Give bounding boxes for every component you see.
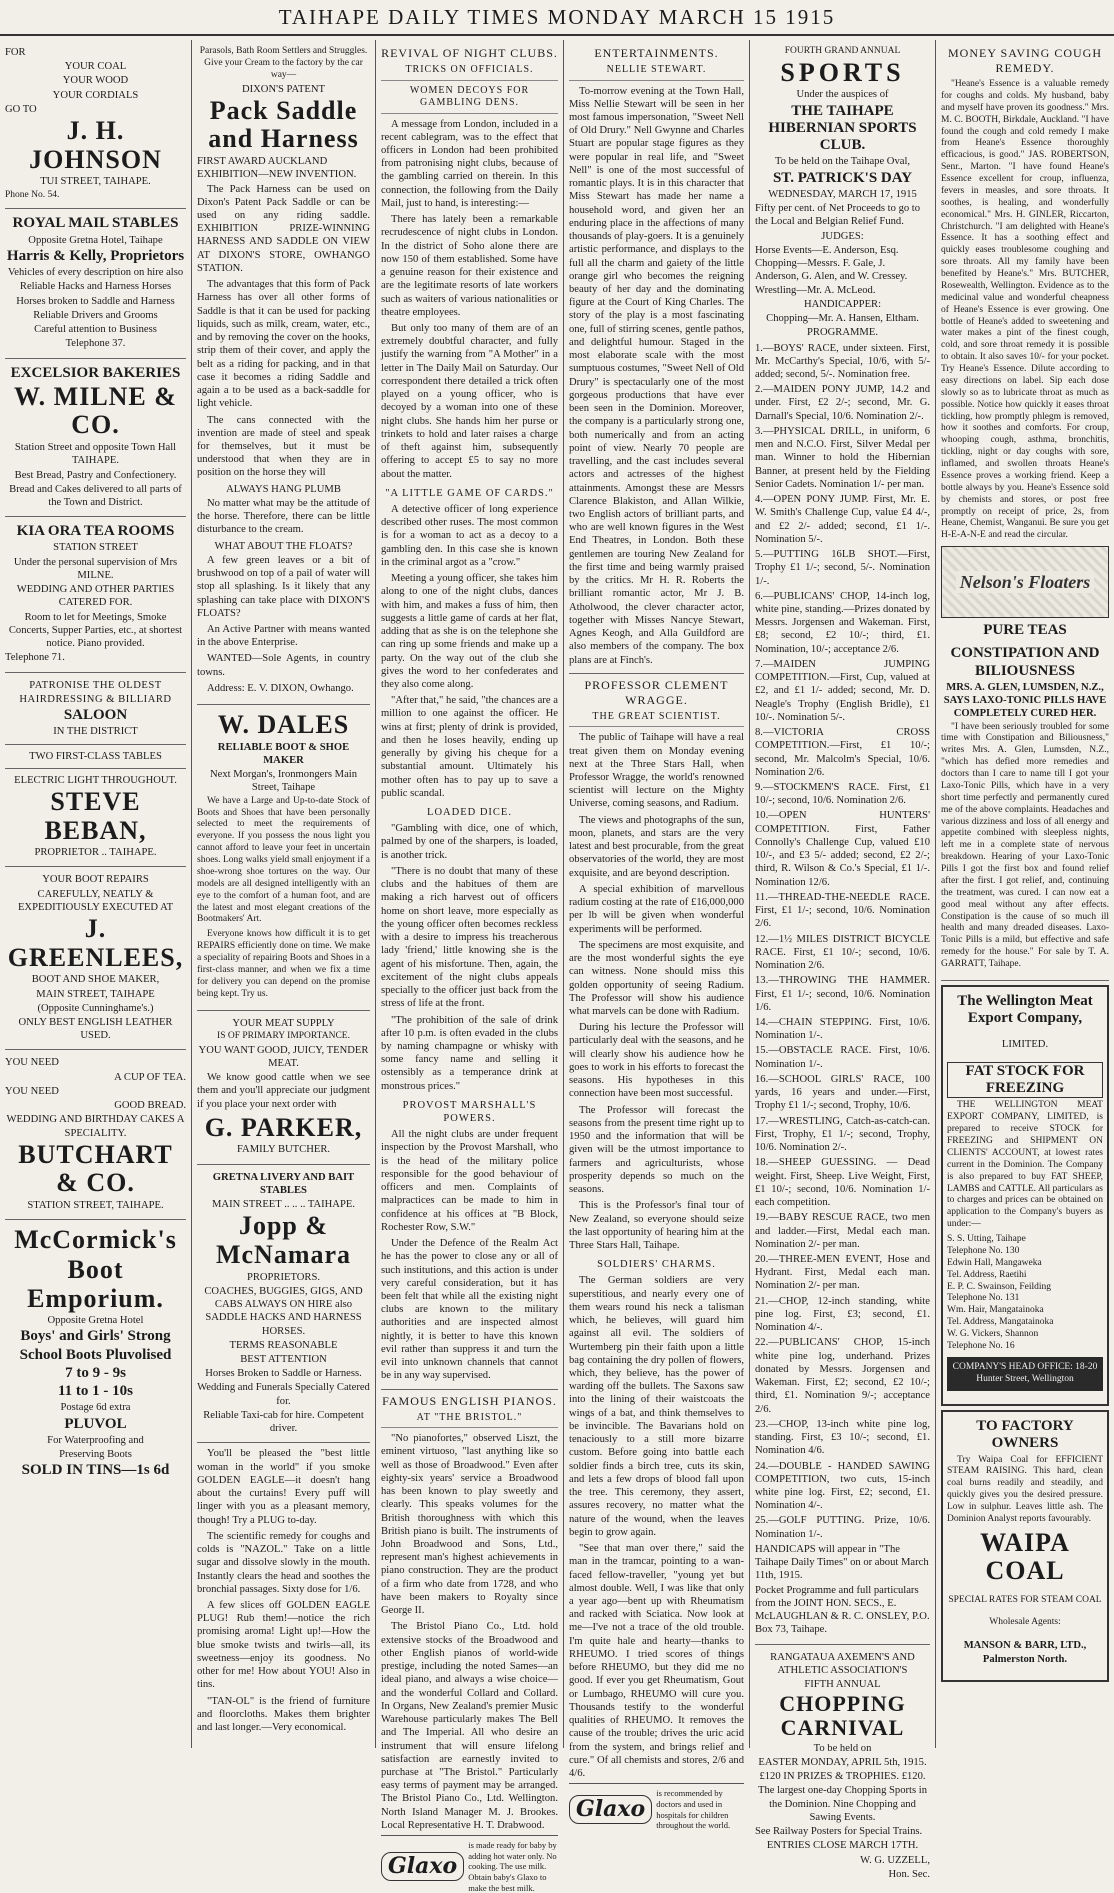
kiaora-title: KIA ORA TEA ROOMS: [16, 523, 175, 540]
dixon-para: The advantages that this form of Pack Harness has over all other forms of Saddle is that it can be used for packing liquids, such as milk, cream, water, etc., and by removing the cover on the hooks, strip them of their cover, and apply the belt as a riding for packing, and in that case it becomes a riding Saddle and again a to be used as a back-saddle for light vehicle.: [197, 279, 370, 410]
mccormick-ad: [5, 1220, 186, 1486]
dixon-para: The cans connected with the invention are made of steel and speak for themselves, but it must be understood that when they are in position on the horse they will: [197, 414, 370, 479]
column-5: [750, 40, 936, 1880]
sports-proceeds: Fifty per cent. of Net Proceeds to go to the Local and Belgian Relief Fund.: [755, 203, 921, 228]
carnival-ad: [755, 1645, 930, 1888]
programme-event: 9.—STOCKMEN'S RACE. First, £1 10/-; second, 10/6. Nomination 2/6.: [755, 782, 930, 807]
mccormick-line: 11 to 1 - 10s: [58, 1383, 133, 1400]
carnival-entries: ENTRIES CLOSE MARCH 17TH.: [766, 1840, 919, 1852]
greenlees-line: MAIN STREET, TAIHAPE: [36, 988, 155, 1000]
johnson-phone: Phone No. 54.: [5, 189, 60, 200]
programme-event: 13.—THROWING THE HAMMER. First, £1 1/-; second, 10/6. Nomination 1/6.: [755, 975, 930, 1013]
dales-sub: RELIABLE BOOT & SHOE MAKER: [217, 741, 350, 767]
programme-event: 12.—1½ MILES DISTRICT BICYCLE RACE. First, £1 10/-; second, 10/6. Nomination 2/6.: [755, 933, 930, 972]
programme-event: 22.—PUBLICANS' CHOP, 15-inch white pine log, underhand. Prizes donated by Messrs. Jorgensen and Wakeman. First, £2; second, £2 10/-; third, £1. Nomination 9/-; acceptance 2/6.: [755, 1337, 930, 1415]
glaxo-ad: [381, 1835, 558, 1893]
article-para: The public of Taihape will have a real treat given them on Monday evening next at the Three Stars Hall, when Professor Wragge, the world's renowned scientist will lecture on the Mighty Universe, coming seasons, and Radium.: [569, 732, 744, 810]
pianos-sub: AT "THE BRISTOL.": [381, 1412, 558, 1429]
factory-title: TO FACTORY OWNERS: [976, 1418, 1074, 1452]
dice-subhead: LOADED DICE.: [427, 807, 512, 819]
saloon-title: SALOON: [63, 707, 128, 724]
jopp-line: TERMS REASONABLE: [229, 1339, 338, 1351]
greenlees-line: YOUR BOOT REPAIRS: [42, 874, 149, 886]
programme-event: 14.—CHAIN STEPPING. First, 10/6. Nomination 1/-.: [755, 1017, 930, 1042]
entertainments-headline: ENTERTAINMENTS.: [594, 46, 719, 60]
johnson-ad: [5, 40, 186, 209]
dixon-para: An Active Partner with means wanted in the above Enterprise.: [197, 624, 370, 649]
glaxo-text: is recommended by doctors and used in hospitals for children throughout the world.: [656, 1788, 731, 1831]
johnson-line: TUI STREET, TAIHAPE.: [40, 176, 151, 188]
butchart-name: BUTCHART & CO.: [18, 1139, 173, 1198]
greenlees-line: BOOT AND SHOE MAKER,: [31, 974, 160, 986]
mccormick-line: For Waterproofing and: [47, 1434, 144, 1446]
mccormick-line: Opposite Gretna Hotel: [47, 1315, 144, 1327]
jopp-name: Jopp & McNamara: [215, 1211, 352, 1269]
bakeries-name: W. MILNE & CO.: [14, 381, 177, 440]
pianos-headline: FAMOUS ENGLISH PIANOS.: [381, 1389, 558, 1409]
buyer-line: S. S. Utting, Taihape: [947, 1234, 1026, 1244]
wellington-para: THE WELLINGTON MEAT EXPORT COMPANY, LIMITED, is prepared to receive STOCK for FREEZING and SHIPMENT ON CLIENTS' ACCOUNT, at lowest rates current in the Dominion. The Company is also prepared to buy FAT SHEEP, LAMBS and CATTLE. All particulars as to charges and prices can be obtained on application to the Company's buyers as under:—: [947, 1100, 1103, 1230]
programme-event: 4.—OPEN PONY JUMP. First, Mr. E. W. Smith's Challenge Cup, value £4 4/-, and £2 2/- added; second, £1 1/-. Nomination 5/-.: [755, 494, 930, 545]
dixon-para: A few green leaves or a bit of brushwood on top of a pail of water will stop all splashing. Is it likely that any splashing can take place with DIXON'S FLOATS?: [197, 554, 370, 619]
royal-mail-stables-ad: [5, 209, 186, 358]
dales-title: W. DALES: [217, 710, 350, 740]
butchart-line: GOOD BREAD.: [114, 1100, 186, 1112]
pocket-note: Pocket Programme and full particulars from the JOINT HON. SECS., E. McLAUGHLAN & R. C. ONSLEY, P.O. Box 73, Taihape.: [755, 1584, 930, 1636]
buyer-line: Telephone No. 16: [947, 1340, 1015, 1351]
jopp-sub: PROPRIETORS.: [246, 1271, 321, 1283]
programme-event: 8.—VICTORIA CROSS COMPETITION.—First, £1 10/-; second, Mr. Malcolm's Special, 10/6. Nomination 2/6.: [755, 727, 930, 778]
nazol-para: The scientific remedy for coughs and colds is "NAZOL." Take on a little sugar and dissolve slowly in the mouth. Instantly clears the head and soothes the bronchial passages. Sixty dose for 1/6.: [197, 1530, 370, 1595]
article-para: The Professor will forecast the seasons from the present time right up to 1950 and the information that will be given will be the utmost importance to farmers and agriculturists, whose prosperity depends so much on the seasons.: [569, 1104, 744, 1196]
kiaora-line: STATION STREET: [53, 542, 138, 554]
bakeries-line: Best Bread, Pastry and Confectionery.: [14, 469, 177, 481]
bakeries-line: Bread and Cakes delivered to all parts of the Town and District.: [9, 483, 182, 508]
dixon-title: Pack Saddle and Harness: [208, 95, 359, 154]
dixon-address: Address: E. V. DIXON, Owhango.: [207, 682, 354, 694]
kiaora-phone: Telephone 71.: [5, 652, 65, 664]
sports-ad: [755, 40, 930, 1645]
programme-event: 5.—PUTTING 16LB SHOT.—First, Trophy £1 1/-; second, 5/-. Nomination 1/-.: [755, 549, 930, 587]
mccormick-line: 7 to 9 - 9s: [65, 1364, 126, 1381]
programme-event: 7.—MAIDEN JUMPING COMPETITION.—First, Cup, valued at £2, and £1 1/- added; second, Mr. D. Neagle's Trophy (English Bridle), £1 10/-. Nomination 5/-.: [755, 658, 930, 723]
article-para: The specimens are most exquisite, and are the most wonderful sights the eye can witness. None should miss this golden opportunity of seeing Radium. The Professor will show his audience what marvels can be done with Radium.: [569, 939, 744, 1017]
heane-para: "Heane's Essence is a valuable remedy for coughs and colds. My husband, baby and myself have proven its goodness." Mrs. M. C. BOOTH, Birkdale, Auckland. "I have found the cough and cold remedy I make from Heane's Essence thoroughly efficacious, is good." JAS. ROBERTSON, Senr., Marton. "I have found Heane's Essence excellent for croup, influenza, fevers in measles, and sore throats. It soothes, is healing, and wonderfully economical." Mrs. H. GINLER, Riccarton, Christchurch. "I am delighted with Heane's Essence. It has a soothing effect and quickly eases troublesome coughing and sore throats. All my family have been benefited by Heane's." Mrs. BUTCHER, Rosewealth, Wellington. Evidence as to the medicinal value and wonderful cheapness of Heane's Essence is ever growing. One bottle of Heane's added to sweetening and water makes a pint of the finest cough, cold, and sore throat remedy it is possible to obtain. It also saves 10/- for your pocket. Try Heane's Essence. Dilute according to easy directions on label. Sip each dose slowly so as to lubricate throat as much as possible. Notice how quickly it eases throat tickling, how promptly phlegm is removed, how it soothes and comforts. For croup, whooping cough, asthma, bronchitis, tickling, night or day coughs with sore, inflamed, and swollen throats Heane's Essence proves a working friend. Keep a bottle always by you. Heane's Essence sold by chemists and stores, or post free promptly on receipt of price, 2s, from Heane, Chemist, Wanganui. Be sure you get H-E-A-N-E and read the circular.: [941, 79, 1109, 541]
kiaora-line: Room to let for Meetings, Smoke Concerts, Supper Parties, etc., at shortest notice. Piano provided.: [8, 611, 183, 650]
glaxo-logo: Glaxo: [381, 1852, 464, 1882]
meat-sub: IS OF PRIMARY IMPORTANCE.: [217, 1030, 350, 1041]
parker-sub: FAMILY BUTCHER.: [236, 1144, 331, 1156]
johnson-line: GO TO: [5, 103, 37, 115]
johnson-line: YOUR WOOD: [62, 75, 129, 87]
sports-held: To be held on the Taihape Oval,: [774, 156, 911, 168]
programme-event: 11.—THREAD-THE-NEEDLE RACE. First, £1 1/-; second, 10/6. Nomination 2/6.: [755, 891, 930, 930]
saloon-ad: [5, 673, 186, 868]
glaxo-ad: [569, 1783, 744, 1831]
gretna-ad: [197, 1165, 370, 1444]
buyer-line: Tel. Address, Mangatainoka: [947, 1317, 1054, 1328]
manson-barr: MANSON & BARR, LTD., Palmerston North.: [963, 1640, 1087, 1665]
sports-date: WEDNESDAY, MARCH 17, 1915: [768, 188, 917, 200]
sports-club: THE TAIHAPE HIBERNIAN SPORTS CLUB.: [768, 102, 917, 154]
mccormick-line: Boys' and Girls' Strong: [20, 1328, 171, 1345]
buyer-line: Edwin Hall, Mangaweka: [947, 1257, 1042, 1268]
buyer-line: Tel. Address, Raetihi: [947, 1269, 1027, 1280]
article-para: Under the Defence of the Realm Act he has the power to close any or all of such institutions, and this action is under very careful consideration, but it has been felt that while all the existing night clubs are known to the military authorities and are inspected almost nightly, it is better to have this known evil rather than suppress it and turn the evil into unknown channels that cannot be in any way supervised.: [381, 1238, 558, 1382]
programme-list: [755, 342, 930, 1541]
greenlees-line: CAREFULLY, NEATLY & EXPEDITIOUSLY EXECUTED AT: [17, 888, 174, 913]
programme-heading: PROGRAMME.: [807, 327, 878, 339]
axemen-heading: RANGATAUA AXEMEN'S AND ATHLETIC ASSOCIATION'S: [770, 1651, 915, 1676]
dales-ad: [197, 705, 370, 1010]
stables-line: Vehicles of every description on hire also: [7, 267, 184, 279]
stables-line: Reliable Hacks and Harness Horses: [19, 281, 172, 293]
stables-title: ROYAL MAIL STABLES: [12, 215, 179, 232]
charms-headline: SOLDIERS' CHARMS.: [597, 1259, 716, 1271]
article-para: The German soldiers are very superstitious, and nearly every one of them wears round his neck a talisman which, he believes, will guard him against all evil. The soldiers of Wurtemberg pin their faith upon a little bag containing the dry pollen of flowers, which, they believe, has the power of warding off the bullets. The Saxons saw into the lining of their waistcoats the wings of a bat, and think themselves to be invincible. The Bavarians hold on tenaciously to a still more bizarre custom. Before going into battle each soldier finds a birch tree, cuts its skin, and lets a few drops of blood fall upon the tree. This ceremony, they assert, assures recovery, no matter what the nature of the wound, when the leaves begin to grow again.: [569, 1275, 744, 1538]
sports-patrick: ST. PATRICK'S DAY: [772, 169, 913, 186]
stewart-sub: NELLIE STEWART.: [569, 64, 744, 81]
night-clubs-sub: TRICKS ON OFFICIALS.: [381, 64, 558, 81]
sports-top: FOURTH GRAND ANNUAL: [784, 46, 901, 56]
saloon-line: IN THE DISTRICT: [53, 726, 138, 738]
saloon-line: TWO FIRST-CLASS TABLES: [29, 750, 162, 762]
column-6: [936, 40, 1114, 1748]
stables-line: Careful attention to Business: [34, 324, 157, 336]
article-para: "After that," he said, "the chances are a million to one against the officer. He wins at first; plenty of drink is provided, and then he loses heavily, ending up generally by giving his cheque for a substantial amount. Ultimately his mother often has to pay up to save a public scandal.: [381, 695, 558, 799]
buyer-line: Wm. Hair, Mangatainoka: [947, 1305, 1044, 1316]
waipa-title: WAIPA COAL: [980, 1527, 1070, 1586]
programme-event: 17.—WRESTLING, Catch-as-catch-can. First, Trophy, £1 1/-; second, Trophy, 10/6. Nomination 2/-.: [755, 1115, 930, 1154]
stables-line: Horses broken to Saddle and Harness: [16, 295, 175, 307]
meat-para: We know good cattle when we see them and you'll appreciate our judgment if you place your next order with: [197, 1072, 370, 1110]
article-para: The Bristol Piano Co., Ltd. hold extensive stocks of the Broadwood and other English pianos of world-wide prestige, including the noted Sames—an ideal piano, and always a wise choice—and the wonderful Collard and Collard. In Organs, New Zealand's premier Music Warehouse particularly makes The Bell and The Imperial. All who desire an instrument that will ensure lifelong satisfaction are earnestly invited to purchase at "The Bristol." Particularly easy terms of payment may be arranged. The Bristol Piano Co., Ltd. Wellington. North Island Manager M. J. Brookes. Local Representative H. T. Drabwood.: [381, 1621, 558, 1831]
tea-logo: Nelson's Floaters: [956, 571, 1095, 594]
article-para: "There is no doubt that many of these clubs and the habitues of them are making a rich harvest out of officers home on short leave, more especially as the young officer often becomes reckless with a desire to impress his treacherous lady 'friend,' little knowing she is the agent of his misfortune. Then, again, the excitement of the night clubs appeals specially to the officer just back from the stress of life at the front.: [381, 865, 558, 1010]
wragge-headline: PROFESSOR CLEMENT WRAGGE.: [569, 673, 744, 708]
kia-ora-ad: [5, 517, 186, 672]
programme-event: 21.—CHOP, 12-inch standing, white pine log. First, £3; second, £1. Nomination 4/-.: [755, 1295, 930, 1334]
dixon-floats: WHAT ABOUT THE FLOATS?: [214, 540, 353, 552]
butchart-line: YOU NEED: [5, 1057, 59, 1069]
handicapper-text: Chopping—Mr. A. Hansen, Eltham.: [766, 313, 919, 325]
mccormick-name: McCormick's: [14, 1225, 177, 1255]
dixon-label: DIXON'S PATENT: [241, 83, 326, 95]
article-para: "No pianofortes," observed Liszt, the eminent virtuoso, "last anything like so well as those of Broadwood." Even after eighty-six years' service a Broadwood has been known to play sweetly and clearly. This speaks volumes for the British thoroughness with which this British piano is built. The instruments of John Broadwood and Sons, Ltd., represent man's highest achievements in piano construction. They are the product of a firm who date from 1728, and who have been makers to Royalty since George II.: [381, 1433, 558, 1617]
carnival-easter: EASTER MONDAY, APRIL 5th, 1915.: [758, 1756, 927, 1768]
handicapper-heading: HANDICAPPER:: [803, 298, 882, 310]
tan-ol-para: "TAN-OL" is the friend of furniture and floorcloths. Makes them brighter and last longer.—Very economical.: [197, 1695, 370, 1734]
mccormick-line: Postage 6d extra: [60, 1402, 131, 1414]
jopp-line: Reliable Taxi-cab for hire. Competent driver.: [203, 1409, 364, 1435]
programme-event: 19.—BABY RESCUE RACE, two men and ladder.—First, Medal each man. Nomination 2/- per man.: [755, 1212, 930, 1250]
meat-title: YOUR MEAT SUPPLY: [232, 1017, 335, 1029]
column-3: [376, 40, 564, 1893]
greenlees-line: (Opposite Cunninghame's.): [37, 1002, 154, 1014]
carnival-sec2: Hon. Sec.: [888, 1868, 930, 1880]
article-para: But only too many of them are of an extremely doubtful character, and fully justify the warning from "A Mother" in a letter in The Daily Mail on Saturday. Our correspondent there detailed a trick often played on a young officer, who is decoyed by a woman into one of these night clubs. She hands him her purse or trinkets to hold and later raises a charge of theft against him, subsequently offering to accept £5 to say no more about the matter.: [381, 323, 558, 480]
jopp-line: Horses Broken to Saddle or Harness.: [205, 1368, 362, 1380]
greenlees-name: J. GREENLEES,: [7, 914, 184, 972]
handicaps-note: HANDICAPS will appear in "The Taihape Daily Times" on or about March 11th, 1915.: [755, 1543, 929, 1582]
carnival-prizes: £120 IN PRIZES & TROPHIES. £120.: [759, 1771, 926, 1783]
programme-event: 20.—THREE-MEN EVENT, Hose and Hydrant. First, Medal each man. Nomination 2/- per man.: [755, 1253, 930, 1292]
dixon-para: WANTED—Sole Agents, in country towns.: [197, 653, 370, 678]
greenlees-ad: [5, 867, 186, 1050]
kiaora-line: WEDDING AND OTHER PARTIES CATERED FOR.: [16, 584, 175, 609]
wellington-meat-ad: [941, 985, 1109, 1406]
column-1: [0, 40, 192, 1748]
saloon-line: PROPRIETOR .. TAIHAPE.: [34, 847, 157, 859]
gretna-title: GRETNA LIVERY AND BAIT STABLES: [212, 1171, 355, 1196]
factory-para: Try Waipa Coal for EFFICIENT STEAM RAISING. This hard, clean coal burns readily and steadily, and quickly gives you the desired pressure. Low in sulphur. Leaves little ash. The Dominion Analyst reports favourably.: [947, 1454, 1103, 1524]
column-2: [192, 40, 376, 1748]
buyer-line: E. P. C. Swainson, Feilding: [947, 1281, 1051, 1292]
dixon-para: No matter what may be the attitude of the horse. Therefore, there can be little disturbance to the cream.: [197, 497, 370, 536]
saloon-line: ELECTRIC LIGHT THROUGHOUT.: [14, 774, 177, 786]
constipation-title: CONSTIPATION AND BILIOUSNESS: [950, 645, 1100, 679]
constipation-ad: [941, 639, 1109, 981]
stables-line: Opposite Gretna Hotel, Taihape: [28, 234, 163, 246]
meat-ad: [197, 1011, 370, 1165]
buyer-line: Telephone No. 130: [947, 1245, 1020, 1256]
greenlees-line: ONLY BEST ENGLISH LEATHER USED.: [18, 1017, 173, 1042]
wragge-sub: THE GREAT SCIENTIST.: [569, 711, 744, 728]
dixon-ad: [197, 40, 370, 705]
buyer-line: Telephone No. 131: [947, 1293, 1020, 1304]
dixon-para: The Pack Harness can be used on Dixon's Patent Pack Saddle or can be used on any riding saddle. EXHIBITION PRIZE-WINNING HARNESS AND SADDLE ON VIEW AT DIXON'S STORE, OWHANGO STATION.: [197, 183, 370, 274]
parker-name: G. PARKER,: [204, 1112, 363, 1142]
gretna-main: MAIN STREET .. .. .. TAIHAPE.: [212, 1199, 355, 1211]
stables-proprietors: Harris & Kelly, Proprietors: [6, 247, 185, 264]
head-office: COMPANY'S HEAD OFFICE: 18-20 Hunter Street, Wellington: [947, 1357, 1103, 1391]
pluvol-title: PLUVOL: [64, 1415, 127, 1432]
programme-event: 25.—GOLF PUTTING. Prize, 10/6. Nomination 1/-.: [755, 1515, 930, 1540]
butchart-line: STATION STREET, TAIHAPE.: [27, 1200, 164, 1212]
glaxo-text: is made ready for baby by adding hot water only. No cooking. The use milk. Obtain baby's Glaxo to make the best milk.: [468, 1840, 557, 1893]
dixon-award: FIRST AWARD AUCKLAND EXHIBITION—NEW INVENTION.: [197, 156, 357, 181]
sports-under: Under the auspices of: [796, 89, 889, 101]
programme-event: 2.—MAIDEN PONY JUMP, 14.2 and under. First, £2 2/-; second, Mr. G. Darnall's Special, 10/6. Nomination 2/-.: [755, 384, 930, 422]
golden-eagle-para: A few slices off GOLDEN EAGLE PLUG! Rub them!—notice the rich promising aroma! Light up!—How the blue smoke twists and twirls—all, its sweetness—enjoy its goodness. No other for me! How about YOU! Also in tins.: [197, 1599, 370, 1691]
constipation-para: "I have been seriously troubled for some time with Constipation and Biliousness," writes Mrs. A. Glen, Lumsden, N.Z., "which has defied more remedies and doctors than I care to name till I got your Laxo-Tonic Pills, which have in a very short time perfectly and permanently cured me of the above complaints. Headaches and various dizziness and loss of all energy and appetite combined with sleepless nights, left me in a complete state of nervous breakdown. Hearing of your Laxo-Tonic Pills I got the first box and found relief after the first. I got relief, and, continuing the treatment, was cured. I can now eat a good meal without any after effects. Constipation is the cause of so much ill health and many dreaded diseases. Laxo-Tonic Pills is a mild, but effective and safe remedy for the house." For sale by T. A. GARRATT, Taihape.: [941, 721, 1109, 970]
article-para: A message from London, included in a recent cablegram, was to the effect that officers in London had been prohibited from patronising night clubs, because of the gambling carried on therein. In this connection, the following from the Daily Mail, just to hand, is interesting:—: [381, 118, 558, 209]
johnson-line: FOR: [5, 47, 26, 58]
dixon-always: ALWAYS HANG PLUMB: [226, 483, 341, 495]
johnson-line: YOUR COAL: [64, 61, 127, 73]
fat-stock: FAT STOCK FOR FREEZING: [947, 1062, 1103, 1099]
dales-para: We have a Large and Up-to-date Stock of Boots and Shoes that have been personally selected to meet the requirements of everyone. If you possess the nous light you cannot afford to leave your feet in uncertain shoes. Long walks yield small enjoyment if a shoe-wrong shoe tortures on the way. Our models are all designed intelligently with an eye to the comfort of a human foot, and are the latest and most elegant creations of the Bootmakers' Art.: [197, 795, 370, 925]
johnson-name: J. H. JOHNSON: [29, 116, 162, 174]
agents-label: Wholesale Agents:: [989, 1616, 1061, 1627]
carnival-largest: The largest one-day Chopping Sports in the Dominion. Nine Chopping and Sawing Events.: [758, 1785, 927, 1823]
carnival-fifth: FIFTH ANNUAL: [804, 1679, 881, 1691]
article-para: This is the Professor's final tour of New Zealand, so everyone should seize the last opportunity of hearing him at the Three Stars Hall, Taihape.: [569, 1200, 744, 1251]
night-clubs-sub2: WOMEN DECOYS FOR GAMBLING DENS.: [381, 85, 558, 114]
dales-para: Everyone knows how difficult it is to get REPAIRS efficiently done on time. We make a speciality of repairing Boots and Shoes in a first-class manner, and when we fix a time for delivery you can depend on the promise being kept. Try us.: [197, 929, 370, 999]
judges-heading: JUDGES:: [821, 230, 864, 242]
butchart-line: WEDDING AND BIRTHDAY CAKES A SPECIALITY.: [6, 1114, 185, 1139]
bakeries-line: Station Street and opposite Town Hall TAIHAPE.: [14, 442, 177, 467]
programme-event: 3.—PHYSICAL DRILL, in uniform, 6 men and N.C.O. First, Silver Medal per man. Winner to hold the Hibernian Banner, at present held by the Fielding Senior Cadets. Nomination 1/- per man.: [755, 425, 930, 490]
meat-want: YOU WANT GOOD, JUICY, TENDER MEAT.: [198, 1044, 369, 1069]
jopp-line: COACHES, BUGGIES, GIGS, AND CABS ALWAYS ON HIRE also SADDLE HACKS AND HARNESS HORSES.: [204, 1285, 363, 1337]
provost-subhead: PROVOST MARSHALL'S POWERS.: [402, 1099, 537, 1125]
tea-ad-image: [941, 546, 1109, 618]
mccormick-name: Boot Emporium.: [27, 1254, 164, 1313]
article-para: All the night clubs are under frequent inspection by the Provost Marshall, who is the head of the military police responsible for the good behaviour of officers and men. Complaints of malpractices can be made to him in confidence at his offices at "B Block, Rochester Row, S.W.": [381, 1129, 558, 1233]
carnival-sec: W. G. UZZELL,: [860, 1854, 930, 1866]
carnival-title: CHOPPING CARNIVAL: [779, 1691, 906, 1741]
butchart-line: A CUP OF TEA.: [114, 1071, 186, 1083]
night-clubs-headline: REVIVAL OF NIGHT CLUBS.: [381, 46, 558, 60]
bakeries-title: EXCELSIOR BAKERIES: [10, 364, 181, 381]
programme-event: 10.—OPEN HUNTERS' COMPETITION. First, Father Connolly's Challenge Cup, valued £10 10/-, and £3 5/- added; second, £2 2/-; third, R. Wilson & Co.'s Special, £1 1/-. Nomination 12/6.: [755, 810, 930, 888]
buyer-line: W. G. Vickers, Shannon: [947, 1329, 1039, 1339]
factory-owners-ad: [941, 1410, 1109, 1682]
cards-subhead: "A LITTLE GAME OF CARDS.": [385, 487, 554, 499]
saloon-owner: STEVE BEBAN,: [44, 787, 147, 845]
butchart-ad: [5, 1050, 186, 1220]
programme-event: 6.—PUBLICANS' CHOP, 14-inch log, white pine, standing.—Prizes donated by Messrs. Jorgensen and Wakeman. First, £8; second, £2 10/-; third, £1. Nomination, 10/-; acceptance 2/6.: [755, 590, 930, 655]
waipa-sub: SPECIAL RATES FOR STEAM COAL: [948, 1595, 1102, 1606]
article-para: There has lately been a remarkable recrudescence of night clubs in London. In the district of Soho alone there are now 150 of them established. Some have a genuine reason for their existence and are the legitimate resorts of late workers such as waiters of various nationalities or theatre employees.: [381, 214, 558, 318]
carnival-posters: See Railway Posters for Special Trains.: [755, 1826, 923, 1838]
heane-headline: MONEY SAVING COUGH REMEDY.: [947, 46, 1102, 75]
article-para: A special exhibition of marvellous radium costing at the rate of £16,000,000 per lb will be given when wonderful experiments will be performed.: [569, 883, 744, 935]
programme-event: 24.—DOUBLE - HANDED SAWING COMPETITION, two cuts, 15-inch white pine log. First, £2; second, £1. Nomination 4/-.: [755, 1460, 930, 1512]
buyers-list: [947, 1234, 1103, 1353]
wellington-title: The Wellington Meat Export Company,: [957, 992, 1093, 1027]
article-para: To-morrow evening at the Town Hall, Miss Nellie Stewart will be seen in her most famous impersonation, "Sweet Nell of Old Drury." Nell Gwynne and Charles Stuart are popular stage figures as they were popular in real life, and "Sweet Nell" is one of the most successful of romantic plays. It is in this character that Miss Stewart has made her name a household word, and given her an enduring place in the affections of many thousands of play-goers. It is a genuinely artistic performance, and displays to the full all the charm and gaiety of the little orange girl who becomes the reigning beauty of her day and the dominating figure at the Court of King Charles. The story of the play is a most fascinating one, full of stirring scenes, gentle pathos, and delightful humour. Staged in the most elaborate scale with the most sumptuous costumes, "Sweet Nell of Old Drury" is spectacularly one of the most gorgeous productions that have ever been seen in the Dominion. Moreover, the company is a particularly strong one, both numerically and from an acting point of view. Nearly 70 people are travelling, and the cast includes several actors and actresses of the highest attainments. Amongst these are Messrs Clarence Blakiston, and Allan Wilkie, two English actors of brilliant parts, and who are well known figures in the West End Theatres, in London. Both these gentlemen are touring New Zealand for the first time and being warmly praised by the critics. Mr H. R. Roberts the brilliant romantic actor, Mr J. B. Atholwood, the clever character actor, together with Misses Nancye Stewart, Agnes Keogh, and Alla Guildford are also members of the company. The box plans are at Finch's.: [569, 85, 744, 666]
tea-line: PURE TEAS: [983, 622, 1067, 639]
masthead: TAIHAPE DAILY TIMES MONDAY MARCH 15 1915: [0, 0, 1114, 36]
programme-event: 23.—CHOP, 13-inch white pine log, standing. First, £3 10/-; second, £1. Nomination 4/6.: [755, 1418, 930, 1457]
stables-line: Reliable Drivers and Grooms: [33, 309, 158, 321]
jopp-line: BEST ATTENTION: [240, 1354, 327, 1365]
dales-address: Next Morgan's, Ironmongers Main Street, Taihape: [209, 769, 358, 794]
saloon-line: PATRONISE THE OLDEST: [29, 679, 162, 691]
stables-line: Telephone 37.: [65, 338, 126, 350]
butchart-line: YOU NEED: [5, 1085, 59, 1097]
programme-event: 15.—OBSTACLE RACE. First, 10/6. Nomination 1/-.: [755, 1045, 930, 1070]
mccormick-line: SOLD IN TINS—1s 6d: [21, 1462, 170, 1479]
article-para: "The prohibition of the sale of drink after 10 p.m. is often evaded in the clubs by naming champagne or whisky with some fancy name and selling it ostensibly as a temperance drink at monstrous prices.": [381, 1014, 558, 1092]
article-para: A detective officer of long experience described other ruses. The most common is for a woman to act as a decoy to a gambling den. In this case she is known in the criminal argot as a "crow.": [381, 503, 558, 568]
kiaora-line: Under the personal supervision of Mrs MILNE.: [13, 556, 178, 581]
mccormick-line: Preserving Boots: [59, 1449, 132, 1461]
golden-eagle-para: You'll be pleased the "best little woman in the world" if you smoke GOLDEN EAGLE—it doesn't hang about the curtains! Every puff will linger with you as a pleasant memory, though! Try a PLUG to-day.: [197, 1448, 370, 1526]
judges-text: Horse Events—E. Anderson, Esq. Chopping—Messrs. F. Gale, J. Anderson, G. Alen, and W. Cressey. Wrestling—Mr. A. McLeod.: [755, 244, 908, 296]
programme-event: 16.—SCHOOL GIRLS' RACE, 100 yards, 16 years and under.—First, Trophy £1 1/-; second, Trophy, 10/6.: [755, 1073, 930, 1112]
sports-title: SPORTS: [780, 57, 905, 87]
glaxo-logo: Glaxo: [569, 1795, 652, 1825]
programme-event: 1.—BOYS' RACE, under sixteen. First, Mr. McCarthy's Special, 10/6, with 5/- added; second, 5/-. Nomination free.: [755, 342, 930, 380]
carnival-held: To be held on: [813, 1742, 872, 1754]
johnson-line: YOUR CORDIALS: [52, 89, 139, 101]
article-para: Meeting a young officer, she takes him along to one of the night clubs, dances with him, and makes a fuss of him, then suggests a little game of cards at her flat, adding that as she is on the telephone she can ring up some friends and make up a party. On the way out of the club she gives the word to her confederates and they also come along.: [381, 573, 558, 690]
article-para: "Gambling with dice, one of which, palmed by one of the sharpers, is loaded, is another trick.: [381, 823, 558, 861]
saloon-line: HAIRDRESSING & BILLIARD: [19, 693, 172, 705]
constipation-sub: MRS. A. GLEN, LUMSDEN, N.Z., SAYS LAXO-TONIC PILLS HAVE COMPLETELY CURED HER.: [943, 681, 1107, 720]
article-para: The views and photographs of the sun, moon, planets, and stars are the very latest and best procurable, from the great observatories of the world, they are most exquisite, and are beyond description.: [569, 814, 744, 879]
jopp-line: Wedding and Funerals Specially Catered for.: [197, 1382, 370, 1407]
dixon-intro: Parasols, Bath Room Settlers and Struggles. Give your Cream to the factory by the car way—: [199, 46, 368, 80]
wellington-sub: LIMITED.: [1001, 1039, 1049, 1051]
bakeries-ad: [5, 359, 186, 518]
column-4: [564, 40, 750, 1831]
article-para: During his lecture the Professor will particularly deal with the seasons, and he will clearly show his audience how he goes to work in his efforts to forecast the seasons. His hypotheses in this connection have been most successful.: [569, 1022, 744, 1100]
mccormick-line: School Boots Pluvolised: [19, 1346, 172, 1363]
programme-event: 18.—SHEEP GUESSING. — Dead weight. First, Sheep. Live Weight, First, £1 10/-; second, 10/6. Nomination 1/- each competition.: [755, 1157, 930, 1209]
rheumo-para: "See that man over there," said the man in the tramcar, pointing to a wan-faced fellow-traveller, "young yet but almost double. Well, I was like that only a year ago—bent up with Rheumatism and racked with Sciatica. Now look at me—I've not a trace of the old trouble. I'm quite hale and hearty—thanks to RHEUMO. I tried scores of things before RHEUMO, but they did me no good. If ever you get Rheumatism, Gout or Lumbago, RHEUMO will cure you. Thousands testify to the wonderful qualities of RHEUMO. It removes the cause of the trouble; drives the uric acid from the system, and brings relief and cure." Of all chemists and stores, 2/6 and 4/6.: [569, 1543, 744, 1780]
